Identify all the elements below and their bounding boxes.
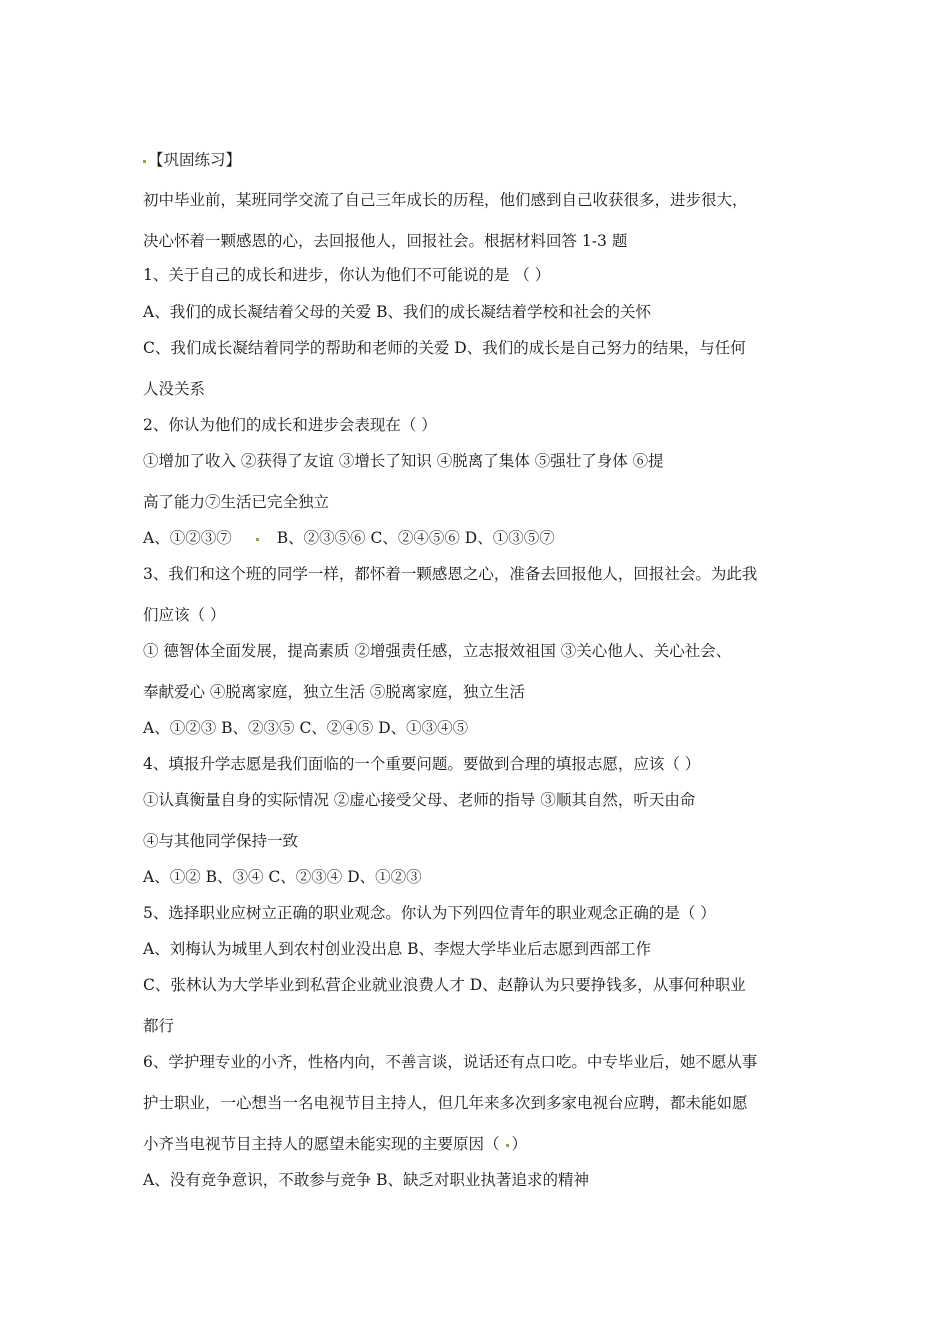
section-heading: 【巩固练习】	[143, 150, 241, 170]
question-2-items: ①增加了收入 ②获得了友谊 ③增长了知识 ④脱离了集体 ⑤强壮了身体 ⑥提	[143, 452, 664, 470]
intro-line-2: 决心怀着一颗感恩的心，去回报他人，回报社会。根据材料回答 1-3 题	[143, 232, 628, 250]
question-2-items-cont: 高了能力⑦生活已完全独立	[143, 493, 330, 511]
question-1-option-d-cont: 人没关系	[143, 380, 206, 398]
question-5-options-cd: C、张林认为大学毕业到私营企业就业浪费人才 D、赵静认为只要挣钱多，从事何种职业	[143, 976, 746, 994]
question-3-items-cont: 奉献爱心 ④脱离家庭，独立生活 ⑤脱离家庭，独立生活	[143, 683, 525, 701]
question-4-stem: 4、填报升学志愿是我们面临的一个重要问题。要做到合理的填报志愿，应该（ ）	[143, 755, 701, 773]
marker-dot	[143, 160, 146, 163]
question-2-answers	[143, 528, 555, 548]
question-2-stem: 2、你认为他们的成长和进步会表现在（ ）	[143, 416, 437, 434]
question-4-answers: A、①② B、③④ C、②③④ D、①②③	[143, 868, 422, 886]
marker-dot	[256, 538, 259, 541]
intro-line-1: 初中毕业前，某班同学交流了自己三年成长的历程，他们感到自己收获很多，进步很大，	[143, 191, 748, 209]
question-1-options-ab: A、我们的成长凝结着父母的关爱 B、我们的成长凝结着学校和社会的关怀	[143, 303, 652, 321]
question-3-answers: A、①②③ B、②③⑤ C、②④⑤ D、①③④⑤	[143, 719, 469, 737]
question-3-stem-cont: 们应该（ ）	[143, 606, 226, 624]
question-2-options-bcd: B、②③⑤⑥ C、②④⑤⑥ D、①③⑤⑦	[276, 529, 555, 547]
question-5-stem: 5、选择职业应树立正确的职业观念。你认为下列四位青年的职业观念正确的是（ ）	[143, 904, 716, 922]
question-5-options-ab: A、刘梅认为城里人到农村创业没出息 B、李煜大学毕业后志愿到西部工作	[143, 940, 652, 958]
question-2-option-a: A、①②③⑦	[143, 529, 232, 547]
question-4-items-cont: ④与其他同学保持一致	[143, 832, 299, 850]
question-6-prompt: 小齐当电视节目主持人的愿望未能实现的主要原因（ ）	[143, 1135, 527, 1153]
question-5-option-d-cont: 都行	[143, 1017, 175, 1035]
question-4-items: ①认真衡量自身的实际情况 ②虚心接受父母、老师的指导 ③顺其自然，听天由命	[143, 791, 696, 809]
question-3-stem: 3、我们和这个班的同学一样，都怀着一颗感恩之心，准备去回报他人，回报社会。为此我	[143, 565, 758, 583]
question-6-stem-cont: 护士职业，一心想当一名电视节目主持人，但几年来多次到多家电视台应聘，都未能如愿	[143, 1094, 748, 1112]
question-6-options-ab: A、没有竞争意识，不敢参与竞争 B、缺乏对职业执著追求的精神	[143, 1171, 590, 1189]
question-1-stem: 1、关于自己的成长和进步，你认为他们不可能说的是 （ ）	[143, 266, 551, 284]
marker-dot	[506, 1144, 509, 1147]
question-3-items: ① 德智体全面发展，提高素质 ②增强责任感，立志报效祖国 ③关心他人、关心社会、	[143, 642, 732, 660]
question-1-options-cd: C、我们成长凝结着同学的帮助和老师的关爱 D、我们的成长是自己努力的结果，与任何	[143, 339, 746, 357]
question-6-stem: 6、学护理专业的小齐，性格内向，不善言谈，说话还有点口吃。中专毕业后，她不愿从事	[143, 1053, 758, 1071]
